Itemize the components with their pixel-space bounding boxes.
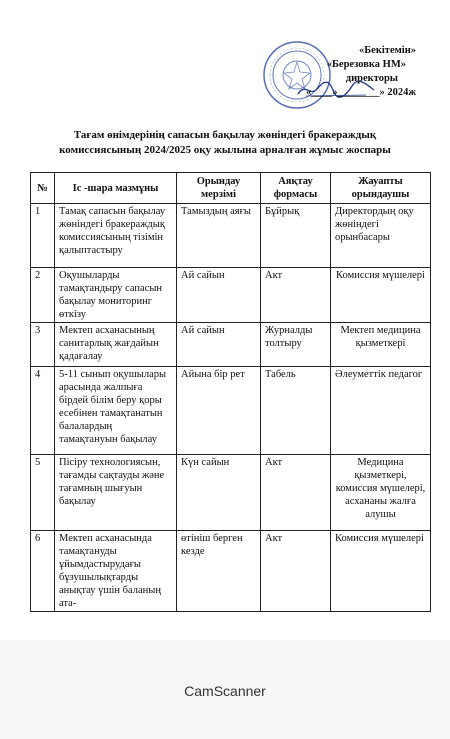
approval-block <box>266 44 416 100</box>
row-responsible: Комиссия мүшелері <box>331 268 431 323</box>
row-term: Ай сайын <box>177 323 261 367</box>
row-form: Табель <box>261 367 331 455</box>
approval-line-approve: «Бекітемін» <box>358 45 416 56</box>
header-form: Аяқтау формасы <box>261 173 331 204</box>
camscanner-watermark: CamScanner <box>184 683 266 699</box>
header-responsible: Жауапты орындаушы <box>331 173 431 204</box>
row-responsible: Комиссия мүшелері <box>331 531 431 612</box>
row-form: Журналды толтыру <box>261 323 331 367</box>
row-term: Тамыздың аяғы <box>177 204 261 268</box>
title-line-2: комиссиясының 2024/2025 оқу жылына арналған жұмыс жоспары <box>59 144 391 156</box>
header-term: Орындау мерзімі <box>177 173 261 204</box>
row-term: өтініш берген кезде <box>177 531 261 612</box>
row-content: 5-11 сынып оқушылары арасында жалпыға бірдей білім беру қоры есебінен тамақтанатын балалардың тамақтануын бақылау <box>55 367 177 455</box>
row-responsible: Мектеп медицина қызметкері <box>331 323 431 367</box>
table-row <box>31 323 431 367</box>
row-content: Пісіру технологиясын, тағамды сақтауды және тағамның шығуын бақылау <box>55 455 177 531</box>
table-row <box>31 531 431 612</box>
row-term: Ай сайын <box>177 268 261 323</box>
row-responsible: Медицина қызметкері, комиссия мүшелері, асхананы жалға алушы <box>331 455 431 531</box>
table-row <box>31 455 431 531</box>
row-number: 5 <box>31 455 55 531</box>
header-content: Іс -шара мазмұны <box>55 173 177 204</box>
approval-line-director: директоры <box>345 73 398 84</box>
document-title <box>40 128 410 158</box>
row-content: Мектеп асханасында тамақтануды ұйымдастырудағы бұзушылықтарды анықтау үшін баланың ата- <box>55 531 177 612</box>
work-plan-table <box>30 172 431 612</box>
row-form: Акт <box>261 268 331 323</box>
row-form: Акт <box>261 531 331 612</box>
row-number: 2 <box>31 268 55 323</box>
row-number: 1 <box>31 204 55 268</box>
row-content: Тамақ сапасын бақылау жөніндегі бракераждық комиссиясының тізімін қалыптастыру <box>55 204 177 268</box>
row-content: Оқушыларды тамақтандыру сапасын бақылау мониторинг өткізу <box>55 268 177 323</box>
header-number: № <box>31 173 55 204</box>
title-line-1: Тағам өнімдерінің сапасын бақылау жөніндегі бракераждық <box>73 129 377 141</box>
table-header-row <box>31 173 431 204</box>
approval-line-date: «____»________» 2024ж <box>306 87 416 98</box>
approval-line-school: «Березовка НМ» <box>326 59 406 70</box>
row-responsible: Директордың оқу жөніндегі орынбасары <box>331 204 431 268</box>
table-row <box>31 268 431 323</box>
row-term: Айына бір рет <box>177 367 261 455</box>
table-row <box>31 367 431 455</box>
table-row <box>31 204 431 268</box>
row-responsible: Әлеуметтік педагог <box>331 367 431 455</box>
row-number: 4 <box>31 367 55 455</box>
row-content: Мектеп асханасының санитарлық жағдайын қадағалау <box>55 323 177 367</box>
row-number: 3 <box>31 323 55 367</box>
row-form: Акт <box>261 455 331 531</box>
row-term: Күн сайын <box>177 455 261 531</box>
row-form: Бұйрық <box>261 204 331 268</box>
row-number: 6 <box>31 531 55 612</box>
